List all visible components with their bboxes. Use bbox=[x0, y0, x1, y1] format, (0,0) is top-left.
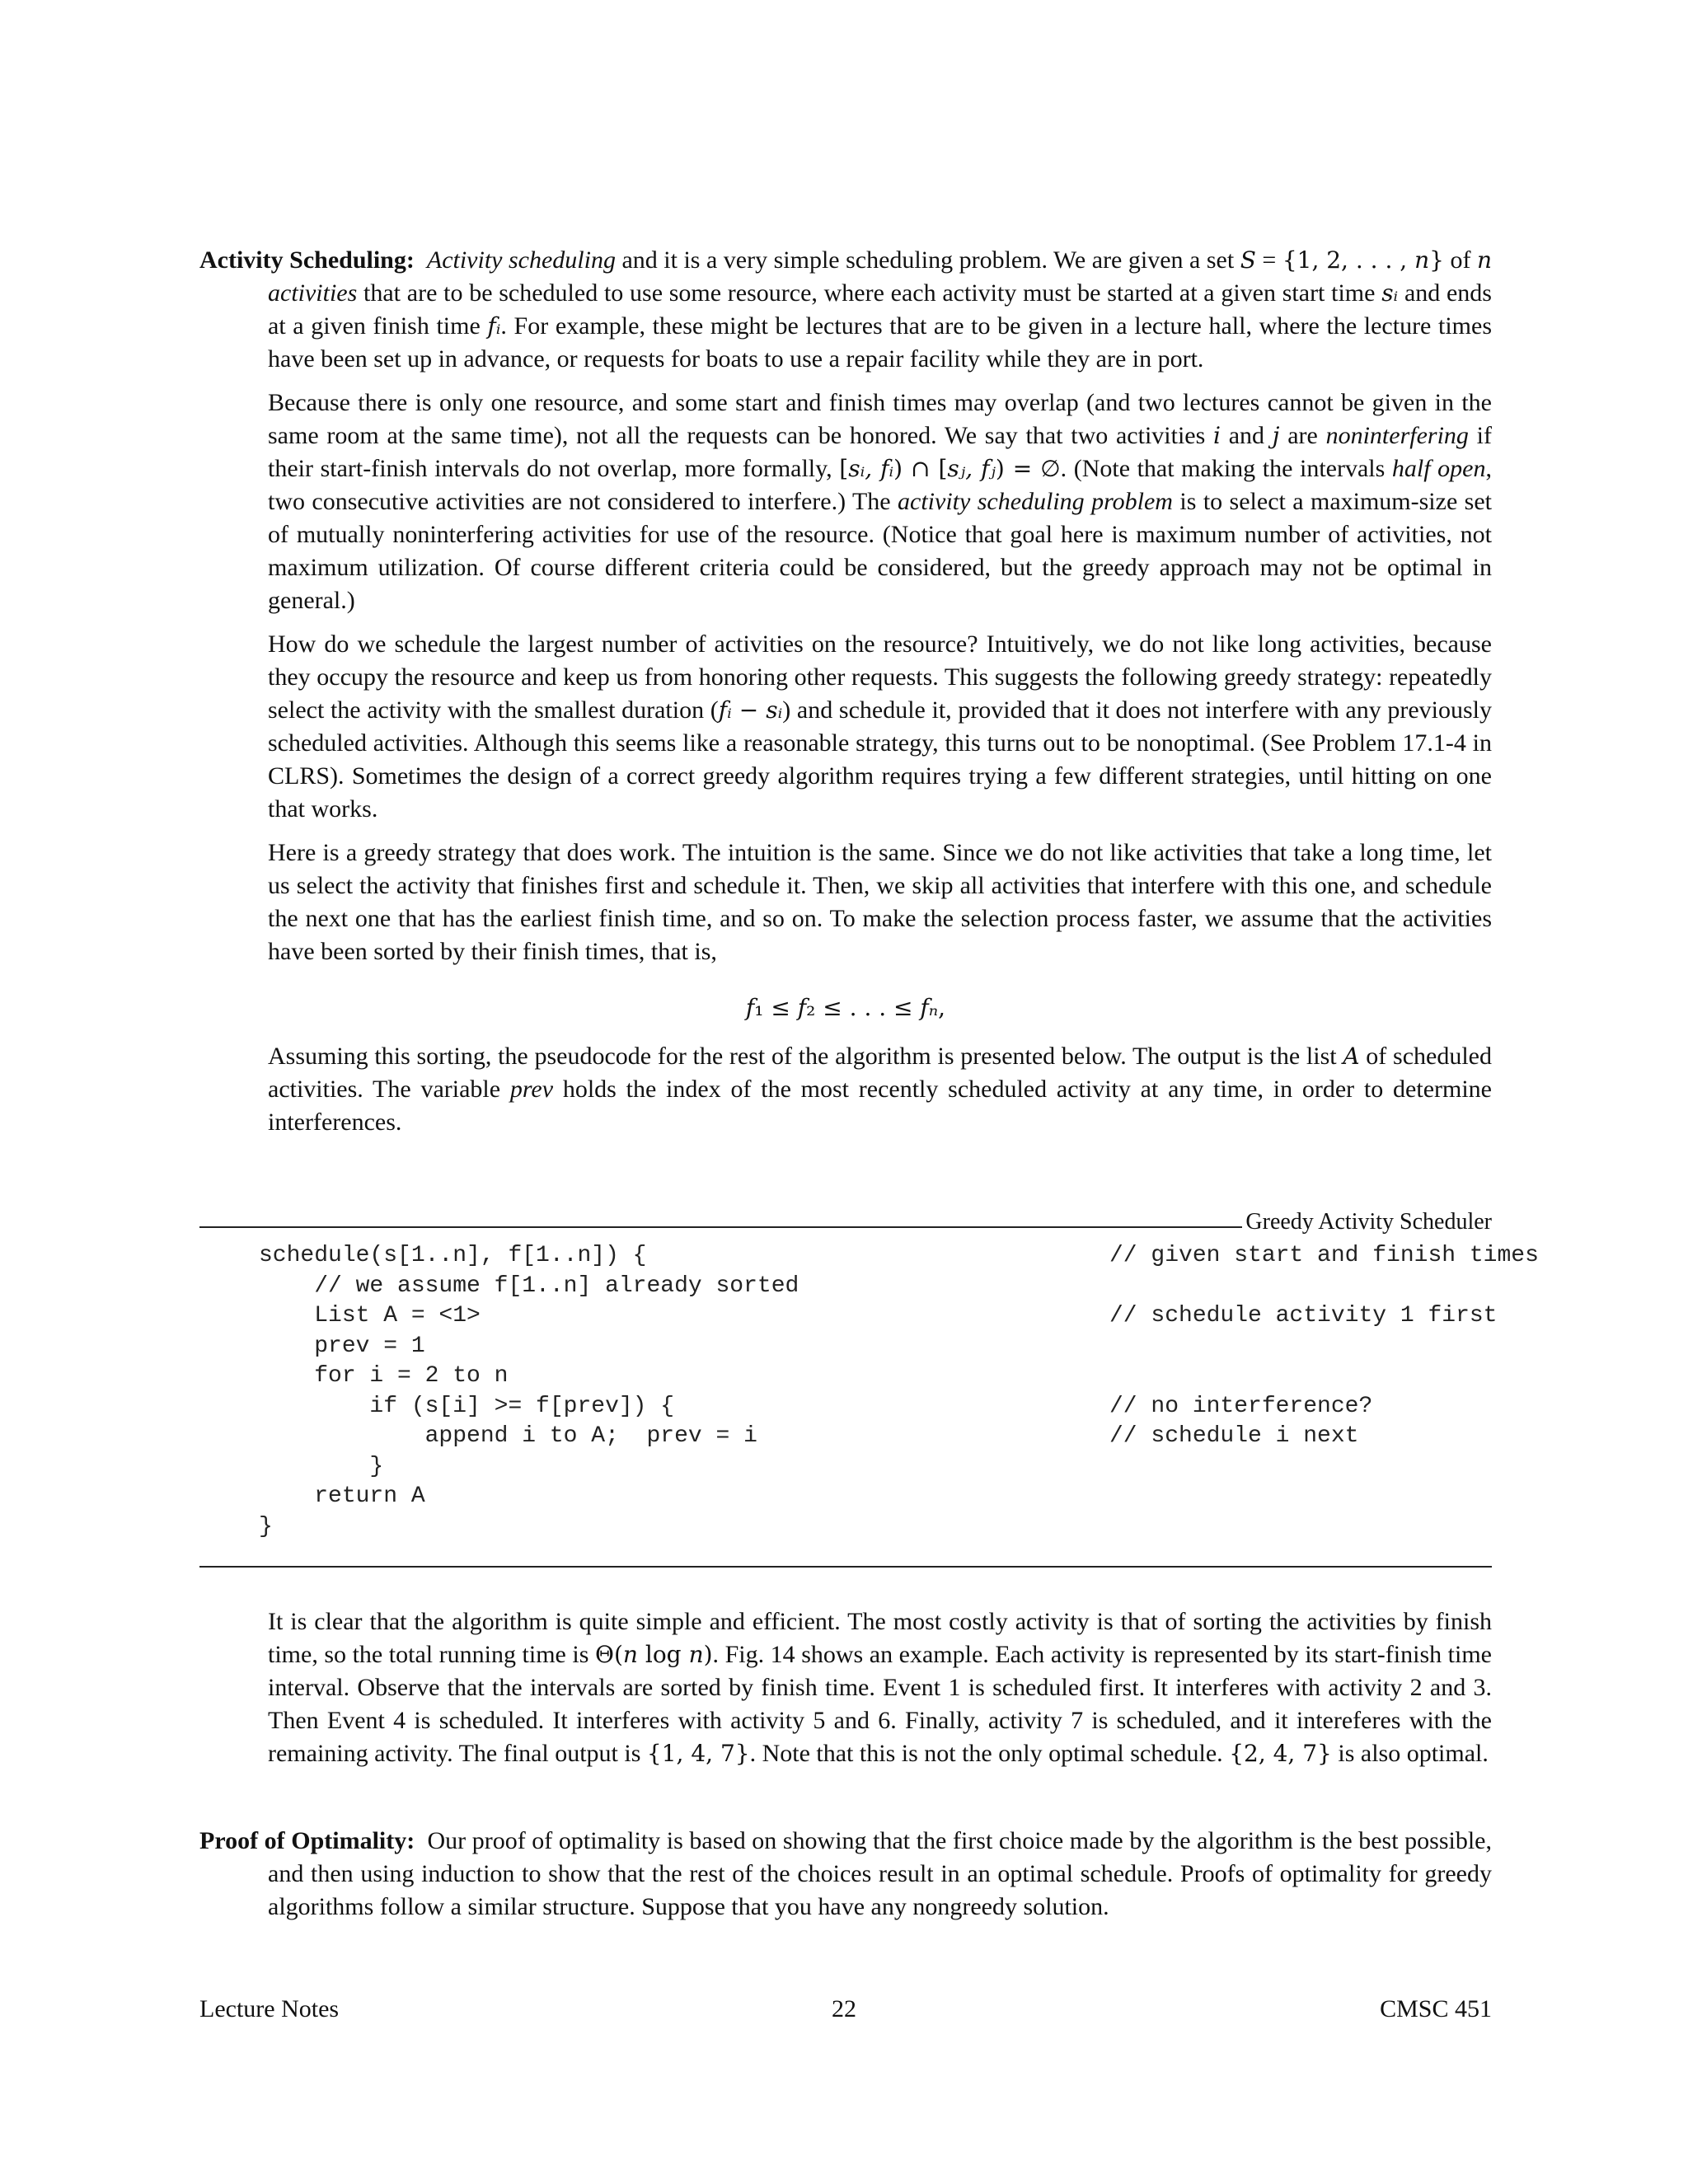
running-time-section bbox=[199, 1605, 1492, 1770]
text-run: It is clear that the algorithm is quite simple and efficient. The most costly activity is that of sorting the activities by finish time, so the total running time is bbox=[268, 1608, 1492, 1668]
code-text: append i to A; prev = i bbox=[259, 1423, 757, 1449]
code-comment: // schedule activity 1 first bbox=[1109, 1303, 1498, 1329]
text-run: that are to be scheduled to use some resource, where each activity must be started at a given start time bbox=[357, 279, 1382, 307]
code-line bbox=[259, 1241, 1539, 1272]
text-run: . Fig. 14 shows an example. Each activity is represented by its start-finish time interval. Observe that the intervals are sorted by finish time. Event 1 is scheduled first. It interferes with activity 2 and 3. Then Event 4 is scheduled. It interferes with activity 5 and 6. Finally, activity 7 is scheduled, and it intereferes with the remaining activity. The final output is bbox=[268, 1641, 1492, 1767]
text-run: prev bbox=[509, 1076, 554, 1103]
code-comment: // schedule i next bbox=[1109, 1423, 1359, 1449]
code-text: List A = <1> bbox=[259, 1303, 481, 1329]
math-run: ₁ ≤ bbox=[754, 994, 798, 1021]
math-run: n bbox=[688, 1641, 704, 1668]
code-text: // we assume f[1..n] already sorted bbox=[259, 1272, 799, 1299]
algorithm-bottom-rule bbox=[199, 1566, 1492, 1568]
code-text: if (s[i] >= f[prev]) { bbox=[259, 1393, 675, 1419]
math-run: sⱼ, fⱼ bbox=[947, 455, 996, 482]
text-run: Here is a greedy strategy that does work. The intuition is the same. Since we do not like activities that take a long time, let us select the activity that finishes first and schedule it. Then, we skip all activities that interfere with this one, and schedule the next one that has the earliest finish time, and so on. To make the selection process faster, we assume that the activities have been sorted by their finish times, that is, bbox=[268, 839, 1492, 965]
text-run: if their start-finish intervals do not overlap, more formally, bbox=[268, 422, 1492, 482]
pseudocode-block bbox=[259, 1241, 1539, 1542]
section-heading-proof: Proof of Optimality: bbox=[199, 1827, 415, 1854]
math-run: {1, 2, . . . , bbox=[1282, 246, 1415, 274]
text-run: Our proof of optimality is based on showing that the first choice made by the algorithm is the best possible, and then using induction to show that the rest of the choices result in an optimal schedule. Proofs of optimality for greedy algorithms follow a similar structure. Suppose that you have any nongreedy solution. bbox=[268, 1827, 1492, 1920]
algorithm-caption: Greedy Activity Scheduler bbox=[1242, 1208, 1492, 1236]
footer-right: CMSC 451 bbox=[1380, 1995, 1492, 2022]
code-line bbox=[259, 1452, 799, 1483]
math-run: j bbox=[1272, 422, 1280, 449]
code-line bbox=[259, 1392, 1373, 1422]
math-run: {1, 4, 7} bbox=[646, 1740, 750, 1767]
paragraph-greedy-duration bbox=[268, 628, 1492, 826]
text-run: activities bbox=[268, 279, 358, 307]
text-run: . For example, these might be lectures that are to be given in a lecture hall, where the lecture times have been set up in advance, or requests for boats to use a repair facility while they are in port. bbox=[268, 312, 1492, 373]
math-run: f bbox=[920, 994, 929, 1021]
math-run: f bbox=[797, 994, 807, 1021]
algorithm-box bbox=[199, 1208, 1539, 1571]
text-run: half open bbox=[1391, 455, 1486, 482]
proof-of-optimality-section bbox=[199, 1825, 1492, 1924]
math-run: S bbox=[1240, 246, 1256, 274]
code-text: schedule(s[1..n], f[1..n]) { bbox=[259, 1243, 647, 1268]
math-run: Θ( bbox=[594, 1641, 623, 1668]
text-run: = bbox=[1255, 246, 1282, 274]
math-run: ) = ∅ bbox=[995, 455, 1061, 482]
text-run: is to select a maximum-size set of mutually noninterfering activities for use of the resource. (Notice that goal here is maximum number of activities, not maximum utilization. Of course different criteria could be considered, but the greedy approach may not be optimal in general.) bbox=[268, 488, 1493, 614]
text-run: Assuming this sorting, the pseudocode for the rest of the algorithm is presented below. The output is the list bbox=[268, 1043, 1343, 1070]
math-run: sᵢ bbox=[766, 696, 783, 724]
text-run: How do we schedule the largest number of activities on the resource? Intuitively, we do not like long activities, because they occupy the resource and keep us from honoring other requests. This suggests the following greedy strategy: repeatedly select the activity with the smallest duration ( bbox=[268, 630, 1492, 724]
math-run: n bbox=[1476, 246, 1493, 274]
math-run: , bbox=[938, 994, 946, 1021]
math-run: n bbox=[622, 1641, 638, 1668]
math-run: } bbox=[1429, 246, 1444, 274]
finish-order-equation bbox=[199, 991, 1492, 1022]
paragraph-proof bbox=[199, 1825, 1492, 1924]
footer-left: Lecture Notes bbox=[199, 1995, 340, 2022]
code-text: } bbox=[259, 1453, 384, 1479]
code-text: for i = 2 to n bbox=[259, 1363, 509, 1389]
paragraph-intro bbox=[199, 244, 1492, 376]
math-run: ) bbox=[703, 1641, 713, 1668]
text-run: are bbox=[1279, 422, 1326, 449]
paragraph-greedy-finish bbox=[268, 837, 1492, 968]
code-line bbox=[259, 1361, 799, 1392]
math-run: {2, 4, 7} bbox=[1229, 1740, 1332, 1767]
code-text: } bbox=[259, 1513, 273, 1540]
text-run: Because there is only one resource, and some start and finish times may overlap (and two lectures cannot be given in the same room at the same time), not all the requests can be honored. We say that two activities bbox=[268, 389, 1492, 449]
code-text: return A bbox=[259, 1483, 425, 1509]
section-heading: Activity Scheduling: bbox=[199, 246, 415, 274]
paragraph-pseudocode-intro bbox=[268, 1040, 1492, 1139]
text-run: of bbox=[1443, 246, 1477, 274]
math-run: log bbox=[637, 1641, 689, 1668]
text-run: and bbox=[1221, 422, 1273, 449]
code-line bbox=[259, 1301, 1498, 1332]
text-run: . (Note that making the intervals bbox=[1060, 455, 1392, 482]
code-text: prev = 1 bbox=[259, 1333, 425, 1359]
text-run: activity scheduling problem bbox=[898, 488, 1173, 515]
text-run: , two consecutive activities are not considered to interfere.) The bbox=[268, 455, 1492, 515]
text-run: Activity scheduling bbox=[426, 246, 616, 274]
code-line bbox=[259, 1512, 799, 1543]
math-run: fᵢ bbox=[487, 312, 501, 340]
math-run: − bbox=[731, 696, 767, 724]
code-line bbox=[259, 1272, 799, 1302]
footer-page-number: 22 bbox=[832, 1995, 856, 2022]
paragraph-running-time bbox=[268, 1605, 1492, 1770]
text-run: . Note that this is not the only optimal schedule. bbox=[749, 1740, 1230, 1767]
text-run: noninterfering bbox=[1325, 422, 1469, 449]
text-run: is also optimal. bbox=[1331, 1740, 1489, 1767]
math-run: A bbox=[1343, 1043, 1360, 1070]
paragraph-intro-text bbox=[268, 246, 1492, 373]
math-run: ₙ bbox=[928, 994, 939, 1021]
text-run: ) and schedule it, provided that it does not interfere with any previously scheduled activities. Although this seems like a reasonable strategy, this turns out to be nonoptimal. (See Problem 17.1-4 in CLRS). Sometimes the design of a correct greedy algorithm requires trying a few different strategies, until hitting on one that works. bbox=[268, 696, 1492, 823]
code-comment: // given start and finish times bbox=[1109, 1243, 1539, 1268]
paragraph-proof-text bbox=[268, 1827, 1492, 1920]
math-run: [ bbox=[839, 455, 849, 482]
math-run: f bbox=[745, 994, 755, 1021]
text-run: and ends at a given finish time bbox=[268, 279, 1492, 340]
math-run: ₂ ≤ . . . ≤ bbox=[806, 994, 921, 1021]
paragraph-noninterfering bbox=[268, 387, 1492, 617]
text-run: of scheduled activities. The variable bbox=[268, 1043, 1492, 1103]
math-run: n bbox=[1414, 246, 1430, 274]
code-comment: // no interference? bbox=[1109, 1393, 1373, 1419]
code-line bbox=[259, 1422, 1359, 1452]
math-run: sᵢ, fᵢ bbox=[848, 455, 894, 482]
code-line bbox=[259, 1332, 799, 1362]
math-run: sᵢ bbox=[1381, 279, 1399, 307]
activity-scheduling-section bbox=[199, 244, 1492, 1139]
math-run: fᵢ bbox=[718, 696, 732, 724]
math-run: ) ∩ [ bbox=[893, 455, 948, 482]
text-run: and it is a very simple scheduling problem. We are given a set bbox=[615, 246, 1240, 274]
code-line bbox=[259, 1482, 799, 1512]
math-run: i bbox=[1213, 422, 1221, 449]
text-run: holds the index of the most recently scheduled activity at any time, in order to determine interferences. bbox=[268, 1076, 1492, 1136]
